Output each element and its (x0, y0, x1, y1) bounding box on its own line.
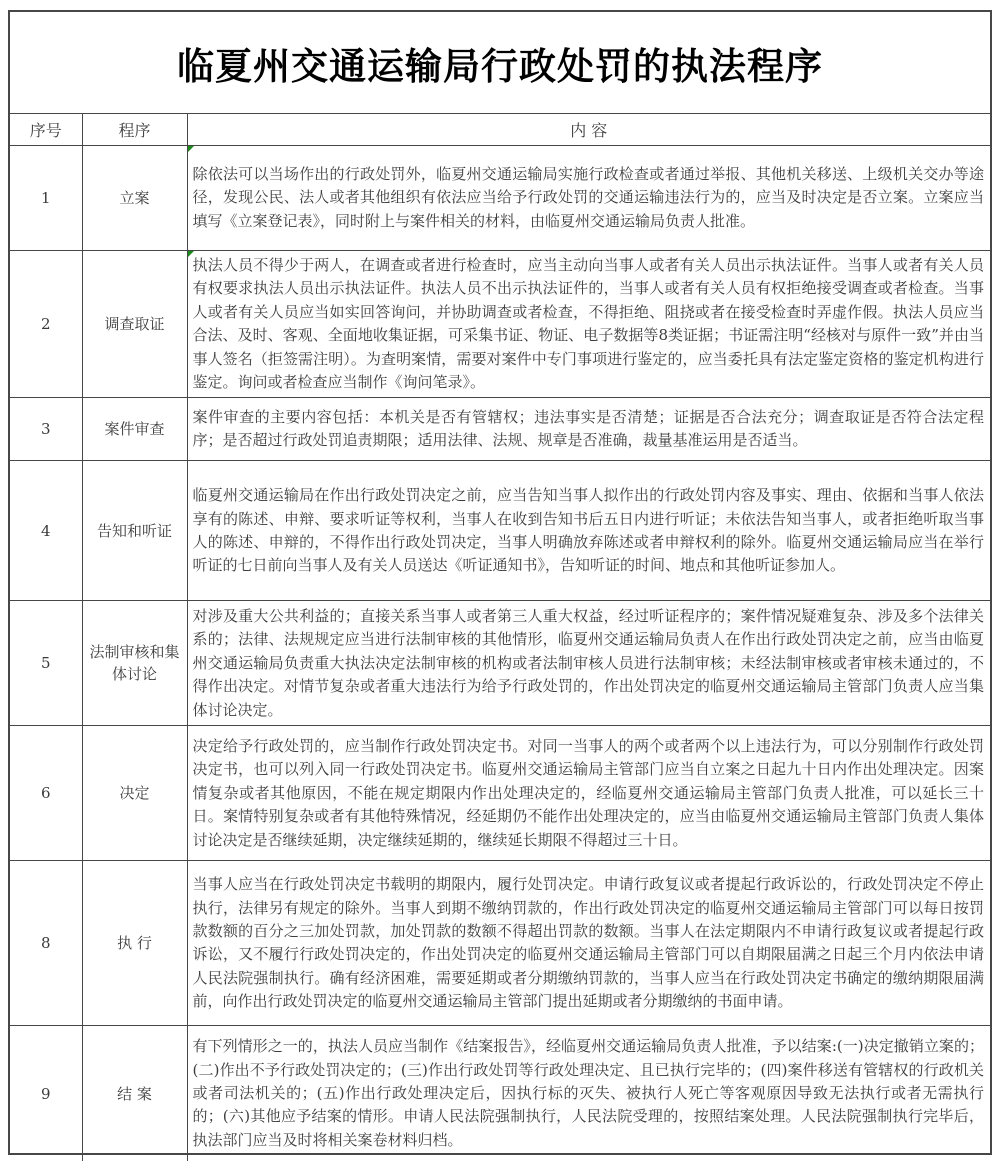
table-row (10, 726, 990, 861)
row-no: 9 (10, 1026, 82, 1161)
row-content-text: 执法人员不得少于两人，在调查或者进行检查时，应当主动向当事人或者有关人员出示执法证件。当事人或者有关人员有权要求执法人员出示执法证件。执法人员不出示执法证件的，当事人或者有关人员有权拒绝接受调查或者检查。当事人或者有关人员应当如实回答询问，并协助调查或者检查，不得拒绝、阻挠或者在接受检查时弄虚作假。执法人员应当合法、及时、客观、全面地收集证据，可采集书证、物证、电子数据等8类证据；书证需注明“经核对与原件一致”并由当事人签名（拒签需注明）。为查明案情，需要对案件中专门事项进行鉴定的，应当委托具有法定鉴定资格的鉴定机构进行鉴定。询问或者检查应当制作《询问笔录》。 (192, 256, 984, 392)
table-row (10, 461, 990, 601)
table-row (10, 601, 990, 726)
row-procedure: 案件审查 (82, 398, 187, 461)
row-no: 6 (10, 726, 82, 861)
cell-comment-marker-icon (188, 251, 194, 257)
table-row (10, 398, 990, 461)
row-content (187, 726, 990, 861)
table-row (10, 1026, 990, 1161)
row-content (187, 251, 990, 398)
row-no: 5 (10, 601, 82, 726)
row-procedure: 结 案 (82, 1026, 187, 1161)
table-header-row (10, 114, 990, 146)
document-sheet (8, 10, 992, 1155)
title-block (10, 12, 990, 113)
row-content-text: 对涉及重大公共利益的；直接关系当事人或者第三人重大权益，经过听证程序的；案件情况疑难复杂、涉及多个法律关系的；法律、法规规定应当进行法制审核的其他情形，临夏州交通运输局负责人在作出行政处罚决定之前，应当由临夏州交通运输局负责重大执法决定法制审核的机构或者法制审核人员进行法制审核；未经法制审核或者审核未通过的，不得作出决定。对情节复杂或者重大违法行为给予行政处罚的，作出处罚决定的临夏州交通运输局主管部门负责人应当集体讨论决定。 (192, 606, 984, 719)
row-content (187, 861, 990, 1026)
column-header-no: 序号 (10, 114, 82, 146)
row-procedure: 决定 (82, 726, 187, 861)
row-content-text: 决定给予行政处罚的，应当制作行政处罚决定书。对同一当事人的两个或者两个以上违法行为，可以分别制作行政处罚决定书，也可以列入同一行政处罚决定书。临夏州交通运输局主管部门应当自立案之日起九十日内作出处理决定。因案情复杂或者其他原因，不能在规定期限内作出处理决定的，经临夏州交通运输局主管部门负责人批准，可以延长三十日。案情特别复杂或者有其他特殊情况，经延期仍不能作出处理决定的，应当由临夏州交通运输局主管部门负责人集体讨论决定是否继续延期，决定继续延期的，继续延长期限不得超过三十日。 (192, 736, 984, 849)
row-no: 4 (10, 461, 82, 601)
row-content-text: 当事人应当在行政处罚决定书载明的期限内，履行处罚决定。申请行政复议或者提起行政诉讼的，行政处罚决定不停止执行，法律另有规定的除外。当事人到期不缴纳罚款的，作出行政处罚决定的临夏州交通运输局主管部门可以每日按罚款数额的百分之三加处罚款，加处罚款的数额不得超出罚款的数额。当事人在法定期限内不申请行政复议或者提起行政诉讼，又不履行行政处罚决定的，作出处罚决定的临夏州交通运输局主管部门可以自期限届满之日起三个月内依法申请人民法院强制执行。确有经济困难，需要延期或者分期缴纳罚款的，当事人应当在行政处罚决定书确定的缴纳期限届满前，向作出行政处罚决定的临夏州交通运输局主管部门提出延期或者分期缴纳的书面申请。 (192, 875, 984, 1011)
row-no: 1 (10, 146, 82, 251)
row-procedure: 告知和听证 (82, 461, 187, 601)
procedure-table (10, 113, 990, 1161)
row-procedure: 执 行 (82, 861, 187, 1026)
row-procedure: 法制审核和集体讨论 (82, 601, 187, 726)
row-content (187, 146, 990, 251)
page-title: 临夏州交通运输局行政处罚的执法程序 (177, 43, 823, 88)
cell-comment-marker-icon (188, 146, 194, 152)
row-no: 2 (10, 251, 82, 398)
table-row (10, 146, 990, 251)
column-header-content: 内 容 (187, 114, 990, 146)
row-content-text: 临夏州交通运输局在作出行政处罚决定之前，应当告知当事人拟作出的行政处罚内容及事实、理由、依据和当事人依法享有的陈述、申辩、要求听证等权利，当事人在收到告知书后五日内进行听证；未依法告知当事人，或者拒绝听取当事人的陈述、申辩的，不得作出行政处罚决定，当事人明确放弃陈述或者申辩权利的除外。临夏州交通运输局应当在举行听证的七日前向当事人及有关人员送达《听证通知书》，告知听证的时间、地点和其他听证参加人。 (192, 486, 984, 575)
row-procedure: 立案 (82, 146, 187, 251)
row-content-text: 除依法可以当场作出的行政处罚外，临夏州交通运输局实施行政检查或者通过举报、其他机关移送、上级机关交办等途径，发现公民、法人或者其他组织有依法应当给予行政处罚的交通运输违法行为的，应当及时决定是否立案。立案应当填写《立案登记表》，同时附上与案件相关的材料，由临夏州交通运输局负责人批准。 (192, 164, 984, 230)
row-content (187, 601, 990, 726)
row-content-text: 案件审查的主要内容包括：本机关是否有管辖权；违法事实是否清楚；证据是否合法充分；调查取证是否符合法定程序；是否超过行政处罚追责期限；适用法律、法规、规章是否准确，裁量基准运用是否适当。 (192, 408, 984, 450)
table-row (10, 251, 990, 398)
row-content (187, 398, 990, 461)
row-content (187, 461, 990, 601)
column-header-procedure: 程序 (82, 114, 187, 146)
row-content-text: 有下列情形之一的，执法人员应当制作《结案报告》，经临夏州交通运输局负责人批准，予以结案:(一)决定撤销立案的；(二)作出不予行政处罚决定的；(三)作出行政处罚等行政处理决定、且已执行完毕的；(四)案件移送有管辖权的行政机关或者司法机关的；(五)作出行政处理决定后，因执行标的灭失、被执行人死亡等客观原因导致无法执行或者无需执行的；(六)其他应予结案的情形。申请人民法院强制执行，人民法院受理的，按照结案处理。人民法院强制执行完毕后，执法部门应当及时将相关案卷材料归档。 (192, 1037, 984, 1149)
row-no: 3 (10, 398, 82, 461)
row-procedure: 调查取证 (82, 251, 187, 398)
row-content (187, 1026, 990, 1161)
row-no: 8 (10, 861, 82, 1026)
table-row (10, 861, 990, 1026)
